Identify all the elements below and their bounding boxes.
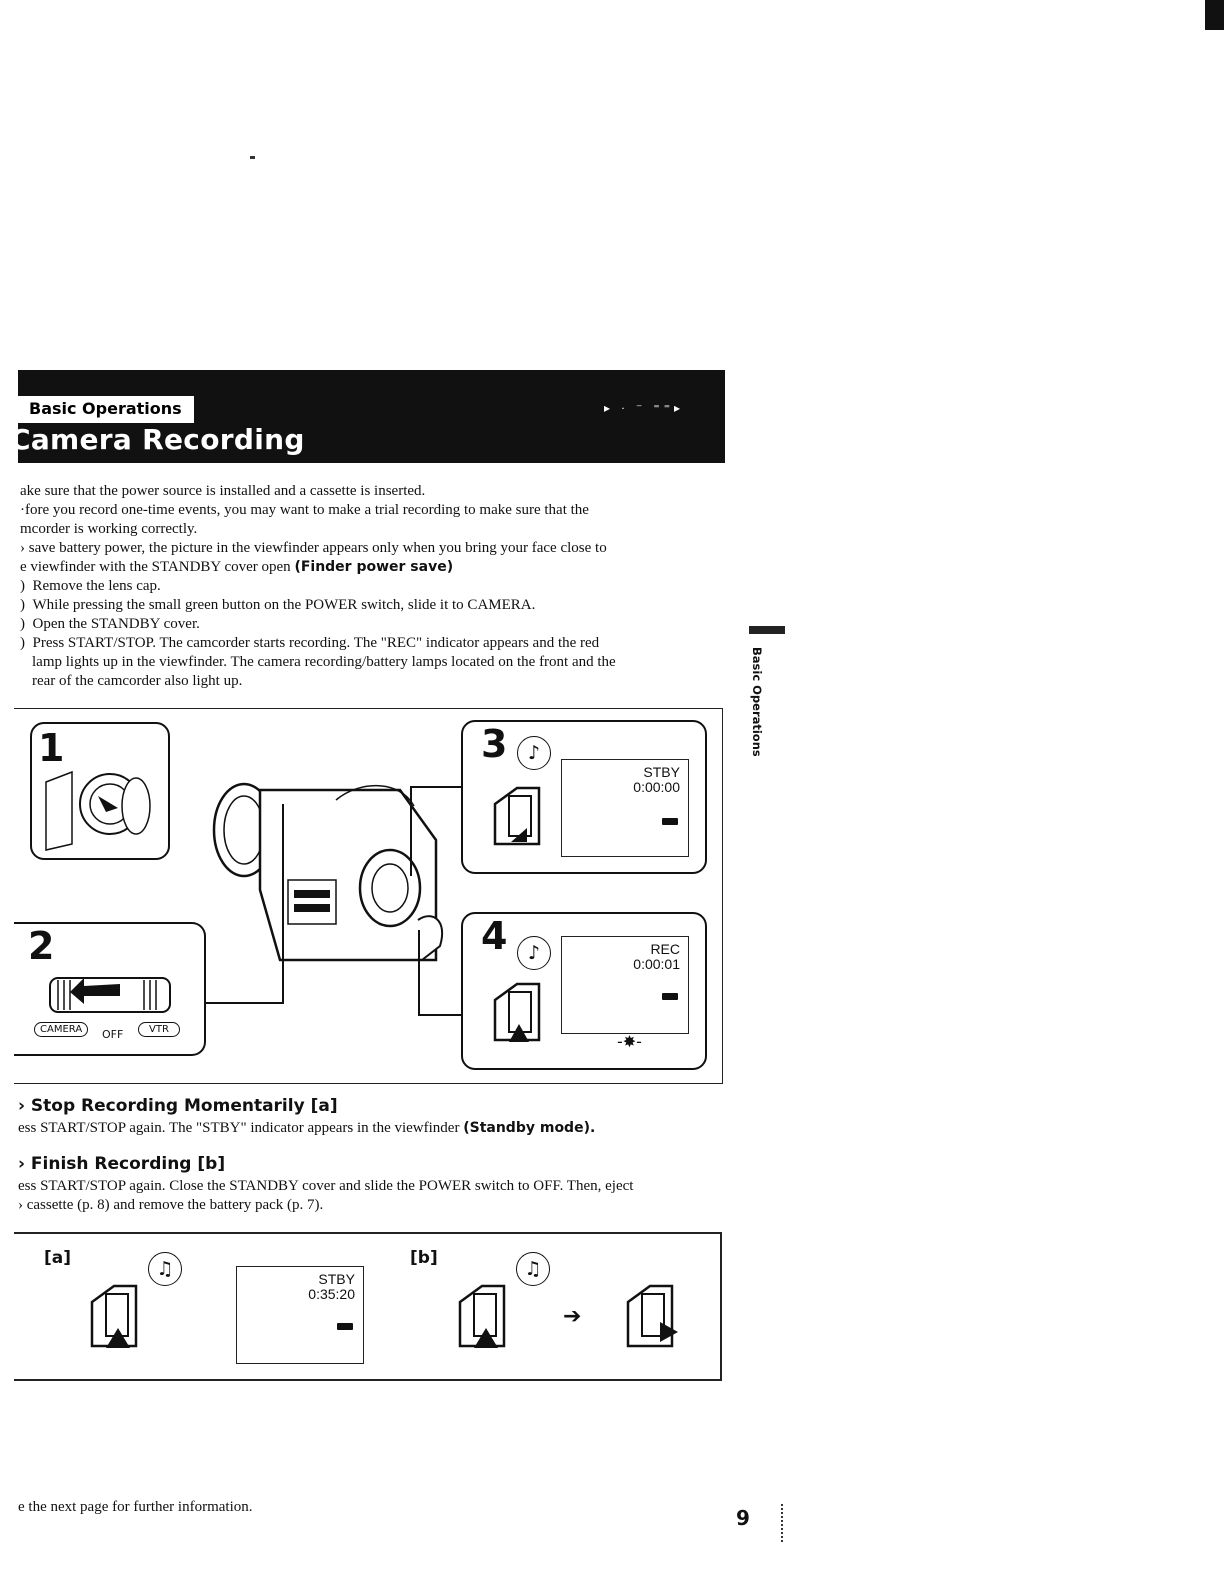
step-text: While pressing the small green button on the POWER switch, slide it to CAMERA. bbox=[32, 597, 536, 613]
finish-line: ess START/STOP again. Close the STANDBY cover and slide the POWER switch to OFF. Then, eject bbox=[18, 1178, 634, 1194]
sidebar-section-tab: Basic Operations bbox=[750, 647, 764, 757]
step3-number: 3 bbox=[481, 722, 508, 766]
cassette-press-icon bbox=[452, 1282, 512, 1354]
music-note-icon: ♪ bbox=[517, 736, 551, 770]
bottom-figure-bottom-rule bbox=[14, 1379, 722, 1381]
standby-mode-term: (Standby mode). bbox=[463, 1120, 596, 1136]
connector-line bbox=[410, 786, 462, 788]
vf-mode: STBY bbox=[643, 764, 680, 780]
finder-power-save-term: (Finder power save) bbox=[294, 559, 454, 575]
intro-line: mcorder is working correctly. bbox=[20, 521, 198, 537]
music-note-icon: ♪ bbox=[517, 936, 551, 970]
cassette-press-icon bbox=[487, 980, 547, 1050]
stop-text: ess START/STOP again. The "STBY" indicator appears in the viewfinder bbox=[18, 1120, 460, 1136]
step4-panel bbox=[461, 912, 707, 1070]
step-text: Open the STANDBY cover. bbox=[32, 616, 200, 632]
cassette-press-icon bbox=[487, 784, 547, 854]
viewfinder-screen bbox=[236, 1266, 364, 1364]
step4-number: 4 bbox=[481, 914, 508, 958]
bottom-figure-right-rule bbox=[720, 1232, 722, 1380]
step-item bbox=[20, 615, 200, 634]
intro-line-text: e viewfinder with the STANDBY cover open bbox=[20, 559, 291, 575]
connector-line bbox=[418, 1014, 462, 1016]
bottom-figure-top-rule bbox=[14, 1232, 722, 1234]
battery-icon bbox=[337, 1323, 353, 1330]
step-text: Press START/STOP. The camcorder starts recording. The "REC" indicator appears and the red bbox=[32, 635, 600, 651]
intro-line: › save battery power, the picture in the viewfinder appears only when you bring your face close to bbox=[20, 540, 607, 556]
sidebar-marker bbox=[749, 626, 785, 634]
cassette-close-icon bbox=[620, 1282, 686, 1354]
finish-line: › cassette (p. 8) and remove the battery pack (p. 7). bbox=[18, 1197, 324, 1213]
battery-icon bbox=[662, 818, 678, 825]
intro-line: ake sure that the power source is installed and a cassette is inserted. bbox=[20, 483, 426, 499]
finish-recording-heading: › Finish Recording [b] bbox=[18, 1154, 226, 1174]
edge-mark bbox=[1205, 0, 1224, 30]
page-title: Camera Recording bbox=[10, 423, 305, 456]
step-marker: ) bbox=[20, 597, 25, 613]
vf-mode: STBY bbox=[318, 1271, 355, 1287]
intro-line: ·fore you record one-time events, you may want to make a trial recording to make sure that the bbox=[20, 502, 589, 518]
step1-number: 1 bbox=[38, 726, 65, 770]
step2-panel bbox=[14, 922, 206, 1056]
step-marker: ) bbox=[20, 578, 25, 594]
battery-icon bbox=[662, 993, 678, 1000]
label-a: [a] bbox=[44, 1248, 72, 1268]
switch-label-camera: CAMERA bbox=[34, 1022, 88, 1037]
arrow-right-icon: ➔ bbox=[563, 1304, 582, 1329]
step-item bbox=[20, 634, 599, 653]
label-b: [b] bbox=[410, 1248, 438, 1268]
stop-recording-heading: › Stop Recording Momentarily [a] bbox=[18, 1096, 338, 1116]
stop-recording-text bbox=[18, 1119, 595, 1138]
switch-label-off: OFF bbox=[102, 1028, 124, 1041]
vf-mode: REC bbox=[650, 941, 680, 957]
viewfinder-screen bbox=[561, 759, 689, 857]
step-continuation: lamp lights up in the viewfinder. The camera recording/battery lamps located on the front and the bbox=[32, 654, 616, 670]
step-marker: ) bbox=[20, 635, 25, 651]
connector-line bbox=[410, 786, 412, 876]
step2-number: 2 bbox=[28, 924, 55, 968]
connector-line bbox=[206, 1002, 284, 1004]
viewfinder-screen bbox=[561, 936, 689, 1034]
intro-line-5 bbox=[20, 558, 453, 577]
cassette-press-icon bbox=[84, 1282, 144, 1354]
connector-line bbox=[418, 930, 420, 1016]
music-note-icon: ♫ bbox=[148, 1252, 182, 1286]
step-continuation: rear of the camcorder also light up. bbox=[32, 673, 243, 689]
footer-tick-marks bbox=[781, 1504, 785, 1542]
section-label: Basic Operations bbox=[29, 399, 182, 418]
scan-speck bbox=[250, 156, 255, 159]
vf-time: 0:35:20 bbox=[308, 1286, 355, 1302]
footer-note: e the next page for further information. bbox=[18, 1499, 253, 1515]
page-number: 9 bbox=[736, 1506, 750, 1530]
lamp-icon: -✸- bbox=[617, 1032, 642, 1051]
camcorder-illustration bbox=[200, 770, 460, 990]
vf-time: 0:00:01 bbox=[633, 956, 680, 972]
step-item bbox=[20, 577, 161, 596]
step-text: Remove the lens cap. bbox=[32, 578, 161, 594]
header-decoration: ▸ · ⁻ ⁼⁼▸ bbox=[604, 401, 685, 415]
vf-time: 0:00:00 bbox=[633, 779, 680, 795]
switch-label-vtr: VTR bbox=[138, 1022, 180, 1037]
step-item bbox=[20, 596, 535, 615]
lens-cap-illustration bbox=[32, 724, 168, 858]
music-note-icon: ♫ bbox=[516, 1252, 550, 1286]
step-marker: ) bbox=[20, 616, 25, 632]
step1-panel bbox=[30, 722, 170, 860]
step3-panel bbox=[461, 720, 707, 874]
connector-line bbox=[282, 804, 284, 1004]
